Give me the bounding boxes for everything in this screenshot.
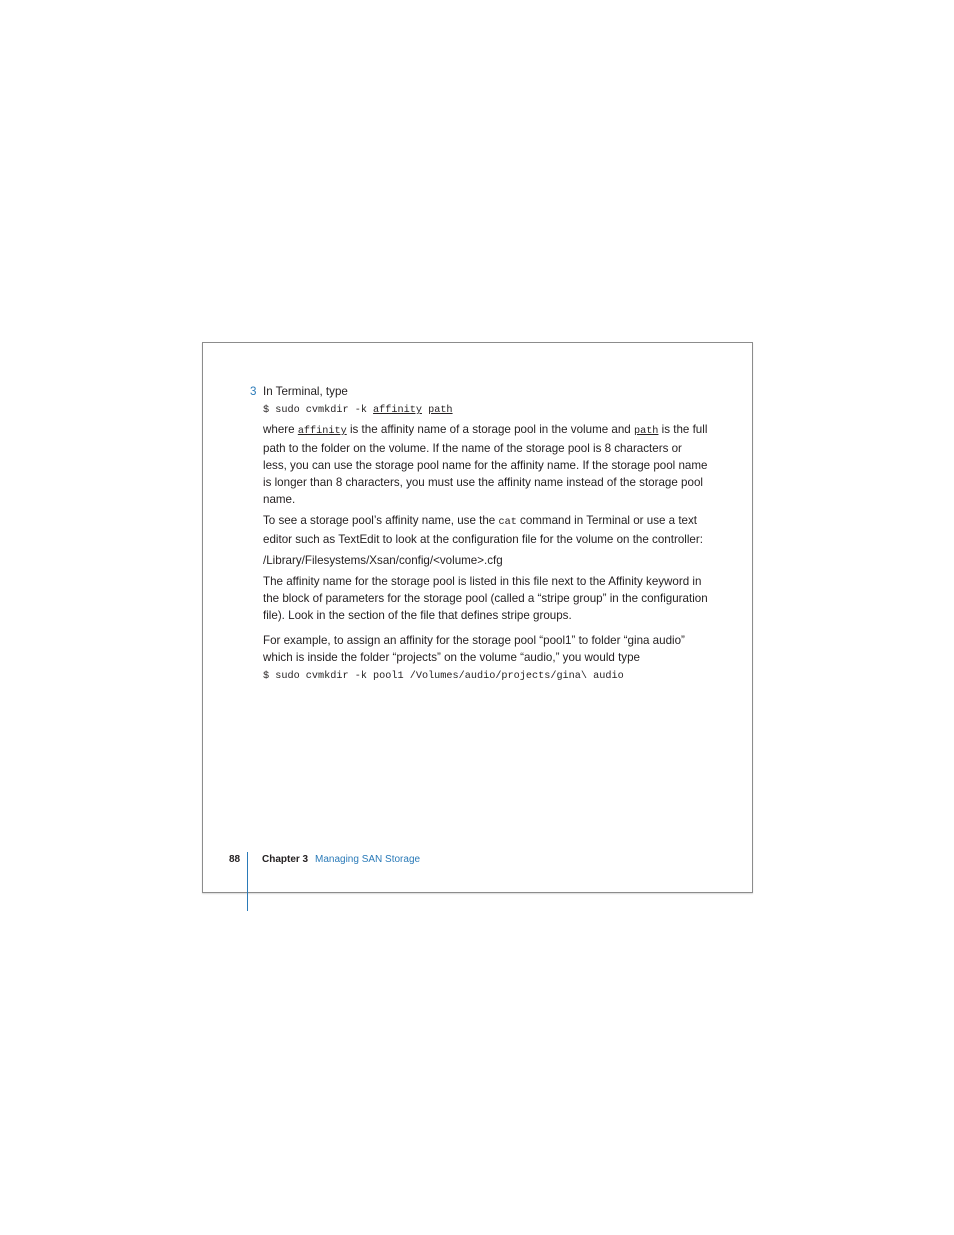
inline-code-cat: cat xyxy=(498,517,517,528)
config-file-path: /Library/Filesystems/Xsan/config/<volume>.cfg xyxy=(263,554,503,567)
inline-code-affinity: affinity xyxy=(297,426,347,437)
example-paragraph: For example, to assign an affinity for the storage pool “pool1” to folder “gina audio” which is inside the folder “projects” on the volume “audio,” you would type xyxy=(263,634,685,664)
inline-code-path: path xyxy=(633,426,659,437)
step-number: 3 xyxy=(250,385,257,398)
command-prefix: $ sudo cvmkdir -k xyxy=(263,405,374,416)
step-text: In Terminal, type xyxy=(263,385,348,398)
text-run: where xyxy=(263,423,298,436)
step-3 xyxy=(250,383,708,400)
page-number: 88 xyxy=(229,854,241,865)
footer-chapter-title: Managing SAN Storage xyxy=(315,854,421,865)
text-run: command in Terminal or use a text editor such as TextEdit to look at the configuration file for the volume on the controller: xyxy=(263,514,703,546)
text-run: is the full path to the folder on the volume. If the name of the storage pool is 8 characters or less, you can use the storage pool name for the affinity name. If the storage pool name is longer than 8 characters, you must use the affinity name instead of the storage pool name. xyxy=(263,423,708,506)
footer-chapter-label: Chapter 3 xyxy=(262,854,309,865)
affinity-keyword-explanation: The affinity name for the storage pool is listed in this file next to the Affinity keyword in the block of parameters for the storage pool (called a “stripe group” in the configuration file). Look in the section of the file that defines stripe groups. xyxy=(263,575,708,622)
cat-instructions xyxy=(263,512,708,548)
path-argument: path xyxy=(428,405,453,416)
affinity-argument: affinity xyxy=(373,405,422,416)
command-syntax xyxy=(263,402,708,419)
affinity-explanation xyxy=(263,421,708,508)
page-content xyxy=(250,383,708,687)
example-command: $ sudo cvmkdir -k pool1 /Volumes/audio/projects/gina\ audio xyxy=(263,671,624,682)
text-run: is the affinity name of a storage pool in the volume and xyxy=(346,423,634,436)
text-run: To see a storage pool’s affinity name, use the xyxy=(263,514,499,527)
footer-divider xyxy=(247,852,248,911)
